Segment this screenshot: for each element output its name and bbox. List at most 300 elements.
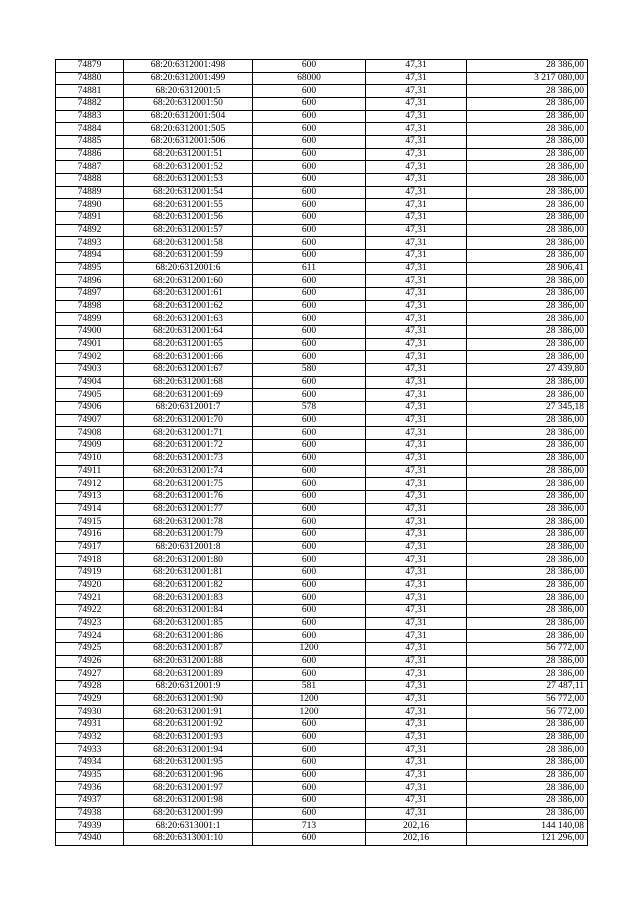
- value-cell: 28 386,00: [467, 300, 588, 313]
- row-number-cell: 74930: [56, 706, 124, 719]
- rate-cell: 47,31: [366, 389, 467, 402]
- value-cell: 28 906,41: [467, 262, 588, 275]
- area-cell: 600: [253, 630, 366, 643]
- rate-cell: 47,31: [366, 693, 467, 706]
- row-number-cell: 74912: [56, 478, 124, 491]
- cadastral-number-cell: 68:20:6312001:65: [124, 338, 253, 351]
- value-cell: 28 386,00: [467, 794, 588, 807]
- table-row: [56, 655, 588, 668]
- value-cell: 28 386,00: [467, 275, 588, 288]
- table-row: [56, 592, 588, 605]
- row-number-cell: 74937: [56, 794, 124, 807]
- area-cell: 600: [253, 617, 366, 630]
- row-number-cell: 74939: [56, 820, 124, 833]
- cadastral-number-cell: 68:20:6312001:88: [124, 655, 253, 668]
- area-cell: 600: [253, 338, 366, 351]
- rate-cell: 47,31: [366, 718, 467, 731]
- area-cell: 600: [253, 427, 366, 440]
- rate-cell: 47,31: [366, 604, 467, 617]
- area-cell: 600: [253, 148, 366, 161]
- table-row: [56, 452, 588, 465]
- area-cell: 600: [253, 161, 366, 174]
- area-cell: 1200: [253, 693, 366, 706]
- rate-cell: 47,31: [366, 110, 467, 123]
- table-row: [56, 402, 588, 415]
- cadastral-number-cell: 68:20:6312001:59: [124, 250, 253, 263]
- table-row: [56, 832, 588, 845]
- area-cell: 578: [253, 402, 366, 415]
- row-number-cell: 74903: [56, 364, 124, 377]
- table-row: [56, 110, 588, 123]
- row-number-cell: 74920: [56, 579, 124, 592]
- area-cell: 600: [253, 465, 366, 478]
- table-row: [56, 756, 588, 769]
- rate-cell: 202,16: [366, 820, 467, 833]
- cadastral-number-cell: 68:20:6312001:499: [124, 72, 253, 85]
- area-cell: 600: [253, 123, 366, 136]
- row-number-cell: 74891: [56, 212, 124, 225]
- row-number-cell: 74902: [56, 351, 124, 364]
- value-cell: 28 386,00: [467, 313, 588, 326]
- row-number-cell: 74932: [56, 731, 124, 744]
- area-cell: 600: [253, 503, 366, 516]
- rate-cell: 47,31: [366, 769, 467, 782]
- table-row: [56, 389, 588, 402]
- value-cell: 56 772,00: [467, 693, 588, 706]
- value-cell: 28 386,00: [467, 617, 588, 630]
- row-number-cell: 74925: [56, 642, 124, 655]
- cadastral-number-cell: 68:20:6312001:79: [124, 528, 253, 541]
- row-number-cell: 74885: [56, 136, 124, 149]
- value-cell: 28 386,00: [467, 630, 588, 643]
- row-number-cell: 74884: [56, 123, 124, 136]
- cadastral-number-cell: 68:20:6312001:67: [124, 364, 253, 377]
- value-cell: 28 386,00: [467, 592, 588, 605]
- row-number-cell: 74908: [56, 427, 124, 440]
- table-row: [56, 275, 588, 288]
- cadastral-number-cell: 68:20:6312001:61: [124, 288, 253, 301]
- cadastral-number-cell: 68:20:6312001:96: [124, 769, 253, 782]
- land-parcel-table-page: [55, 59, 587, 846]
- table-row: [56, 731, 588, 744]
- rate-cell: 47,31: [366, 782, 467, 795]
- area-cell: 600: [253, 718, 366, 731]
- value-cell: 28 386,00: [467, 174, 588, 187]
- row-number-cell: 74935: [56, 769, 124, 782]
- cadastral-number-cell: 68:20:6312001:97: [124, 782, 253, 795]
- area-cell: 600: [253, 237, 366, 250]
- value-cell: 28 386,00: [467, 566, 588, 579]
- rate-cell: 47,31: [366, 655, 467, 668]
- row-number-cell: 74887: [56, 161, 124, 174]
- rate-cell: 47,31: [366, 326, 467, 339]
- value-cell: 56 772,00: [467, 642, 588, 655]
- value-cell: 28 386,00: [467, 554, 588, 567]
- row-number-cell: 74919: [56, 566, 124, 579]
- table-body: [56, 60, 588, 846]
- row-number-cell: 74928: [56, 680, 124, 693]
- rate-cell: 47,31: [366, 706, 467, 719]
- value-cell: 28 386,00: [467, 541, 588, 554]
- cadastral-number-cell: 68:20:6312001:82: [124, 579, 253, 592]
- table-row: [56, 604, 588, 617]
- cadastral-number-cell: 68:20:6312001:98: [124, 794, 253, 807]
- value-cell: 27 487,11: [467, 680, 588, 693]
- table-row: [56, 199, 588, 212]
- rate-cell: 47,31: [366, 123, 467, 136]
- row-number-cell: 74897: [56, 288, 124, 301]
- area-cell: 600: [253, 782, 366, 795]
- value-cell: 28 386,00: [467, 490, 588, 503]
- cadastral-number-cell: 68:20:6312001:68: [124, 376, 253, 389]
- rate-cell: 47,31: [366, 262, 467, 275]
- table-row: [56, 136, 588, 149]
- rate-cell: 47,31: [366, 642, 467, 655]
- row-number-cell: 74914: [56, 503, 124, 516]
- row-number-cell: 74929: [56, 693, 124, 706]
- row-number-cell: 74940: [56, 832, 124, 845]
- cadastral-number-cell: 68:20:6312001:5: [124, 85, 253, 98]
- cadastral-number-cell: 68:20:6312001:83: [124, 592, 253, 605]
- cadastral-number-cell: 68:20:6312001:75: [124, 478, 253, 491]
- area-cell: 600: [253, 85, 366, 98]
- cadastral-number-cell: 68:20:6312001:506: [124, 136, 253, 149]
- cadastral-number-cell: 68:20:6312001:78: [124, 516, 253, 529]
- rate-cell: 47,31: [366, 186, 467, 199]
- table-row: [56, 72, 588, 85]
- area-cell: 600: [253, 300, 366, 313]
- table-row: [56, 440, 588, 453]
- row-number-cell: 74909: [56, 440, 124, 453]
- value-cell: 28 386,00: [467, 237, 588, 250]
- rate-cell: 47,31: [366, 630, 467, 643]
- cadastral-number-cell: 68:20:6312001:81: [124, 566, 253, 579]
- rate-cell: 47,31: [366, 807, 467, 820]
- cadastral-number-cell: 68:20:6312001:84: [124, 604, 253, 617]
- value-cell: 28 386,00: [467, 528, 588, 541]
- area-cell: 600: [253, 554, 366, 567]
- cadastral-number-cell: 68:20:6312001:93: [124, 731, 253, 744]
- value-cell: 28 386,00: [467, 718, 588, 731]
- rate-cell: 47,31: [366, 668, 467, 681]
- table-row: [56, 807, 588, 820]
- rate-cell: 47,31: [366, 85, 467, 98]
- value-cell: 28 386,00: [467, 186, 588, 199]
- rate-cell: 47,31: [366, 174, 467, 187]
- rate-cell: 47,31: [366, 756, 467, 769]
- area-cell: 600: [253, 516, 366, 529]
- value-cell: 28 386,00: [467, 148, 588, 161]
- value-cell: 28 386,00: [467, 136, 588, 149]
- value-cell: 28 386,00: [467, 389, 588, 402]
- row-number-cell: 74936: [56, 782, 124, 795]
- rate-cell: 47,31: [366, 554, 467, 567]
- cadastral-number-cell: 68:20:6312001:66: [124, 351, 253, 364]
- cadastral-number-cell: 68:20:6312001:63: [124, 313, 253, 326]
- cadastral-number-cell: 68:20:6313001:10: [124, 832, 253, 845]
- value-cell: 28 386,00: [467, 604, 588, 617]
- table-row: [56, 516, 588, 529]
- table-row: [56, 478, 588, 491]
- row-number-cell: 74933: [56, 744, 124, 757]
- table-row: [56, 680, 588, 693]
- land-parcel-table: [55, 59, 588, 846]
- value-cell: 121 296,00: [467, 832, 588, 845]
- value-cell: 28 386,00: [467, 98, 588, 111]
- area-cell: 600: [253, 313, 366, 326]
- cadastral-number-cell: 68:20:6312001:57: [124, 224, 253, 237]
- table-row: [56, 503, 588, 516]
- table-row: [56, 541, 588, 554]
- area-cell: 600: [253, 731, 366, 744]
- row-number-cell: 74899: [56, 313, 124, 326]
- value-cell: 28 386,00: [467, 782, 588, 795]
- value-cell: 28 386,00: [467, 60, 588, 73]
- table-row: [56, 782, 588, 795]
- value-cell: 28 386,00: [467, 161, 588, 174]
- value-cell: 28 386,00: [467, 731, 588, 744]
- area-cell: 600: [253, 452, 366, 465]
- cadastral-number-cell: 68:20:6312001:60: [124, 275, 253, 288]
- rate-cell: 47,31: [366, 414, 467, 427]
- cadastral-number-cell: 68:20:6312001:51: [124, 148, 253, 161]
- cadastral-number-cell: 68:20:6312001:80: [124, 554, 253, 567]
- row-number-cell: 74881: [56, 85, 124, 98]
- value-cell: 56 772,00: [467, 706, 588, 719]
- cadastral-number-cell: 68:20:6312001:77: [124, 503, 253, 516]
- cadastral-number-cell: 68:20:6312001:8: [124, 541, 253, 554]
- row-number-cell: 74900: [56, 326, 124, 339]
- area-cell: 580: [253, 364, 366, 377]
- table-row: [56, 769, 588, 782]
- area-cell: 600: [253, 528, 366, 541]
- cadastral-number-cell: 68:20:6312001:55: [124, 199, 253, 212]
- cadastral-number-cell: 68:20:6312001:72: [124, 440, 253, 453]
- table-row: [56, 693, 588, 706]
- area-cell: 600: [253, 541, 366, 554]
- table-row: [56, 617, 588, 630]
- row-number-cell: 74892: [56, 224, 124, 237]
- rate-cell: 47,31: [366, 161, 467, 174]
- rate-cell: 47,31: [366, 490, 467, 503]
- cadastral-number-cell: 68:20:6312001:56: [124, 212, 253, 225]
- cadastral-number-cell: 68:20:6312001:89: [124, 668, 253, 681]
- rate-cell: 47,31: [366, 376, 467, 389]
- row-number-cell: 74921: [56, 592, 124, 605]
- table-row: [56, 250, 588, 263]
- table-row: [56, 668, 588, 681]
- cadastral-number-cell: 68:20:6312001:54: [124, 186, 253, 199]
- area-cell: 600: [253, 744, 366, 757]
- table-row: [56, 554, 588, 567]
- row-number-cell: 74901: [56, 338, 124, 351]
- rate-cell: 47,31: [366, 300, 467, 313]
- table-row: [56, 313, 588, 326]
- rate-cell: 47,31: [366, 503, 467, 516]
- cadastral-number-cell: 68:20:6312001:73: [124, 452, 253, 465]
- table-row: [56, 148, 588, 161]
- row-number-cell: 74894: [56, 250, 124, 263]
- table-row: [56, 224, 588, 237]
- row-number-cell: 74883: [56, 110, 124, 123]
- rate-cell: 47,31: [366, 617, 467, 630]
- rate-cell: 47,31: [366, 592, 467, 605]
- table-row: [56, 237, 588, 250]
- cadastral-number-cell: 68:20:6313001:1: [124, 820, 253, 833]
- rate-cell: 47,31: [366, 224, 467, 237]
- area-cell: 611: [253, 262, 366, 275]
- row-number-cell: 74907: [56, 414, 124, 427]
- value-cell: 28 386,00: [467, 427, 588, 440]
- value-cell: 28 386,00: [467, 756, 588, 769]
- area-cell: 600: [253, 794, 366, 807]
- rate-cell: 47,31: [366, 338, 467, 351]
- row-number-cell: 74889: [56, 186, 124, 199]
- cadastral-number-cell: 68:20:6312001:64: [124, 326, 253, 339]
- area-cell: 600: [253, 110, 366, 123]
- rate-cell: 47,31: [366, 136, 467, 149]
- area-cell: 1200: [253, 642, 366, 655]
- rate-cell: 47,31: [366, 364, 467, 377]
- table-row: [56, 98, 588, 111]
- table-row: [56, 85, 588, 98]
- cadastral-number-cell: 68:20:6312001:71: [124, 427, 253, 440]
- value-cell: 28 386,00: [467, 85, 588, 98]
- rate-cell: 47,31: [366, 731, 467, 744]
- cadastral-number-cell: 68:20:6312001:90: [124, 693, 253, 706]
- area-cell: 600: [253, 351, 366, 364]
- table-row: [56, 630, 588, 643]
- rate-cell: 47,31: [366, 528, 467, 541]
- row-number-cell: 74926: [56, 655, 124, 668]
- value-cell: 28 386,00: [467, 288, 588, 301]
- area-cell: 600: [253, 490, 366, 503]
- value-cell: 28 386,00: [467, 224, 588, 237]
- table-row: [56, 642, 588, 655]
- area-cell: 600: [253, 579, 366, 592]
- table-row: [56, 364, 588, 377]
- area-cell: 713: [253, 820, 366, 833]
- table-row: [56, 490, 588, 503]
- area-cell: 600: [253, 604, 366, 617]
- table-row: [56, 262, 588, 275]
- rate-cell: 47,31: [366, 794, 467, 807]
- table-row: [56, 465, 588, 478]
- value-cell: 28 386,00: [467, 440, 588, 453]
- table-row: [56, 326, 588, 339]
- value-cell: 28 386,00: [467, 516, 588, 529]
- row-number-cell: 74911: [56, 465, 124, 478]
- value-cell: 28 386,00: [467, 807, 588, 820]
- value-cell: 28 386,00: [467, 250, 588, 263]
- cadastral-number-cell: 68:20:6312001:94: [124, 744, 253, 757]
- area-cell: 600: [253, 186, 366, 199]
- area-cell: 600: [253, 60, 366, 73]
- row-number-cell: 74882: [56, 98, 124, 111]
- row-number-cell: 74904: [56, 376, 124, 389]
- value-cell: 3 217 080,00: [467, 72, 588, 85]
- area-cell: 600: [253, 756, 366, 769]
- row-number-cell: 74922: [56, 604, 124, 617]
- row-number-cell: 74915: [56, 516, 124, 529]
- table-row: [56, 212, 588, 225]
- table-row: [56, 123, 588, 136]
- cadastral-number-cell: 68:20:6312001:85: [124, 617, 253, 630]
- rate-cell: 47,31: [366, 579, 467, 592]
- row-number-cell: 74923: [56, 617, 124, 630]
- area-cell: 600: [253, 655, 366, 668]
- value-cell: 28 386,00: [467, 478, 588, 491]
- table-row: [56, 351, 588, 364]
- cadastral-number-cell: 68:20:6312001:70: [124, 414, 253, 427]
- cadastral-number-cell: 68:20:6312001:69: [124, 389, 253, 402]
- row-number-cell: 74916: [56, 528, 124, 541]
- value-cell: 28 386,00: [467, 769, 588, 782]
- area-cell: 600: [253, 414, 366, 427]
- cadastral-number-cell: 68:20:6312001:7: [124, 402, 253, 415]
- rate-cell: 47,31: [366, 566, 467, 579]
- table-row: [56, 566, 588, 579]
- area-cell: 600: [253, 199, 366, 212]
- value-cell: 28 386,00: [467, 338, 588, 351]
- area-cell: 600: [253, 769, 366, 782]
- rate-cell: 47,31: [366, 199, 467, 212]
- cadastral-number-cell: 68:20:6312001:58: [124, 237, 253, 250]
- cadastral-number-cell: 68:20:6312001:95: [124, 756, 253, 769]
- rate-cell: 47,31: [366, 250, 467, 263]
- area-cell: 600: [253, 389, 366, 402]
- table-row: [56, 794, 588, 807]
- cadastral-number-cell: 68:20:6312001:76: [124, 490, 253, 503]
- cadastral-number-cell: 68:20:6312001:50: [124, 98, 253, 111]
- value-cell: 28 386,00: [467, 351, 588, 364]
- table-row: [56, 288, 588, 301]
- value-cell: 28 386,00: [467, 123, 588, 136]
- row-number-cell: 74918: [56, 554, 124, 567]
- cadastral-number-cell: 68:20:6312001:92: [124, 718, 253, 731]
- area-cell: 581: [253, 680, 366, 693]
- area-cell: 600: [253, 592, 366, 605]
- row-number-cell: 74893: [56, 237, 124, 250]
- area-cell: 600: [253, 212, 366, 225]
- cadastral-number-cell: 68:20:6312001:504: [124, 110, 253, 123]
- rate-cell: 202,16: [366, 832, 467, 845]
- value-cell: 28 386,00: [467, 579, 588, 592]
- cadastral-number-cell: 68:20:6312001:52: [124, 161, 253, 174]
- area-cell: 600: [253, 136, 366, 149]
- area-cell: 600: [253, 275, 366, 288]
- table-row: [56, 744, 588, 757]
- table-row: [56, 161, 588, 174]
- value-cell: 28 386,00: [467, 414, 588, 427]
- rate-cell: 47,31: [366, 288, 467, 301]
- rate-cell: 47,31: [366, 98, 467, 111]
- area-cell: 600: [253, 440, 366, 453]
- rate-cell: 47,31: [366, 680, 467, 693]
- rate-cell: 47,31: [366, 452, 467, 465]
- value-cell: 28 386,00: [467, 655, 588, 668]
- row-number-cell: 74896: [56, 275, 124, 288]
- table-row: [56, 174, 588, 187]
- row-number-cell: 74898: [56, 300, 124, 313]
- cadastral-number-cell: 68:20:6312001:86: [124, 630, 253, 643]
- row-number-cell: 74924: [56, 630, 124, 643]
- table-row: [56, 60, 588, 73]
- rate-cell: 47,31: [366, 60, 467, 73]
- area-cell: 600: [253, 288, 366, 301]
- value-cell: 28 386,00: [467, 110, 588, 123]
- table-row: [56, 579, 588, 592]
